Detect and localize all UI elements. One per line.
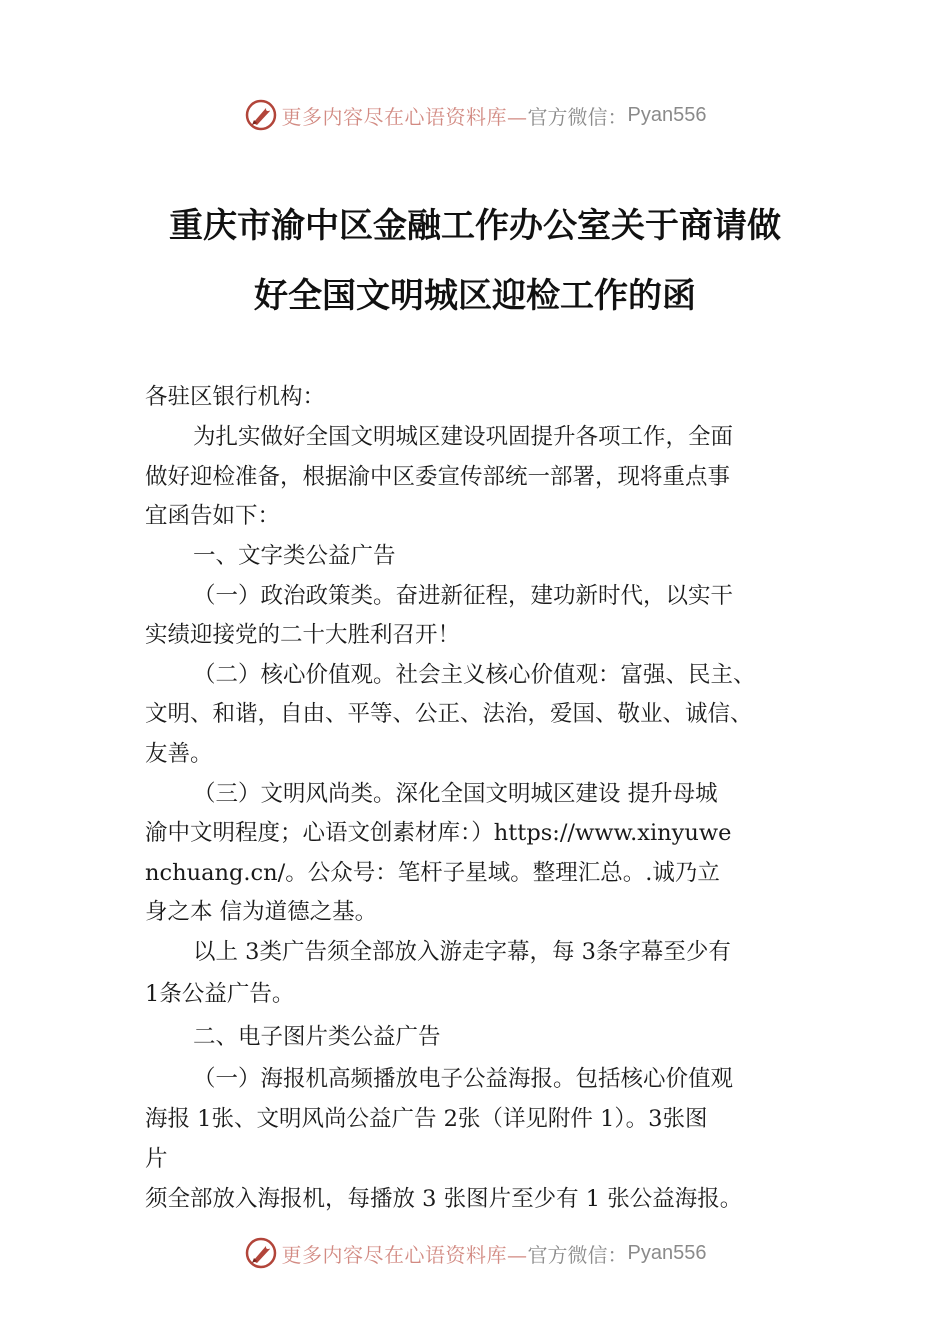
- body-line: 海报 1张、文明风尚公益广告 2张（详见附件 1）。3张图: [145, 1106, 708, 1132]
- body-line: （三）文明风尚类。深化全国文明城区建设 提升母城: [193, 781, 718, 807]
- body-line: nchuang.cn/。公众号：笔杆子星域。整理汇总。.诚乃立: [145, 860, 720, 886]
- banner-wechat-id: Pyan556: [627, 1241, 707, 1264]
- body-line: 宜函告如下：: [145, 503, 281, 529]
- body-line: 友善。: [145, 741, 213, 767]
- banner-wechat-label: 官方微信：: [527, 104, 628, 129]
- body-line: （二）核心价值观。社会主义核心价值观：富强、民主、: [193, 662, 756, 688]
- body-line: 实绩迎接党的二十大胜利召开！: [145, 622, 461, 648]
- pen-logo-icon: [244, 98, 278, 132]
- body-line: （一）海报机高频播放电子公益海报。包括核心价值观: [193, 1066, 734, 1092]
- banner-wechat-label: 官方微信：: [527, 1242, 628, 1267]
- section-heading: 二、电子图片类公益广告: [193, 1024, 441, 1050]
- document-title-line-1: 重庆市渝中区金融工作办公室关于商请做: [169, 206, 781, 246]
- body-line: 片: [145, 1146, 168, 1172]
- body-line: 以上 3类广告须全部放入游走字幕，每 3条字幕至少有: [193, 939, 731, 965]
- banner-wechat-id: Pyan556: [627, 103, 707, 126]
- pen-logo-icon: [244, 1236, 278, 1270]
- body-line: 须全部放入海报机，每播放 3 张图片至少有 1 张公益海报。: [145, 1186, 743, 1212]
- body-line: 文明、和谐，自由、平等、公正、法治，爱国、敬业、诚信、: [145, 701, 753, 727]
- body-line: 做好迎检准备，根据渝中区委宣传部统一部署，现将重点事: [145, 464, 731, 490]
- section-heading: 一、文字类公益广告: [193, 543, 396, 569]
- footer-banner: [0, 1233, 950, 1273]
- body-line: 1条公益广告。: [145, 981, 295, 1007]
- salutation: 各驻区银行机构：: [145, 384, 326, 410]
- banner-text: 更多内容尽在心语资料库—: [281, 104, 528, 129]
- body-line: 为扎实做好全国文明城区建设巩固提升各项工作，全面: [193, 424, 734, 450]
- banner-text: 更多内容尽在心语资料库—: [281, 1242, 528, 1267]
- header-banner: [0, 95, 950, 135]
- document-title-line-2: 好全国文明城区迎检工作的函: [254, 276, 696, 316]
- body-line: （一）政治政策类。奋进新征程，建功新时代，以实干: [193, 583, 734, 609]
- body-line: 身之本 信为道德之基。: [145, 899, 378, 925]
- body-line: 渝中文明程度；心语文创素材库：）https://www.xinyuwe: [145, 820, 732, 846]
